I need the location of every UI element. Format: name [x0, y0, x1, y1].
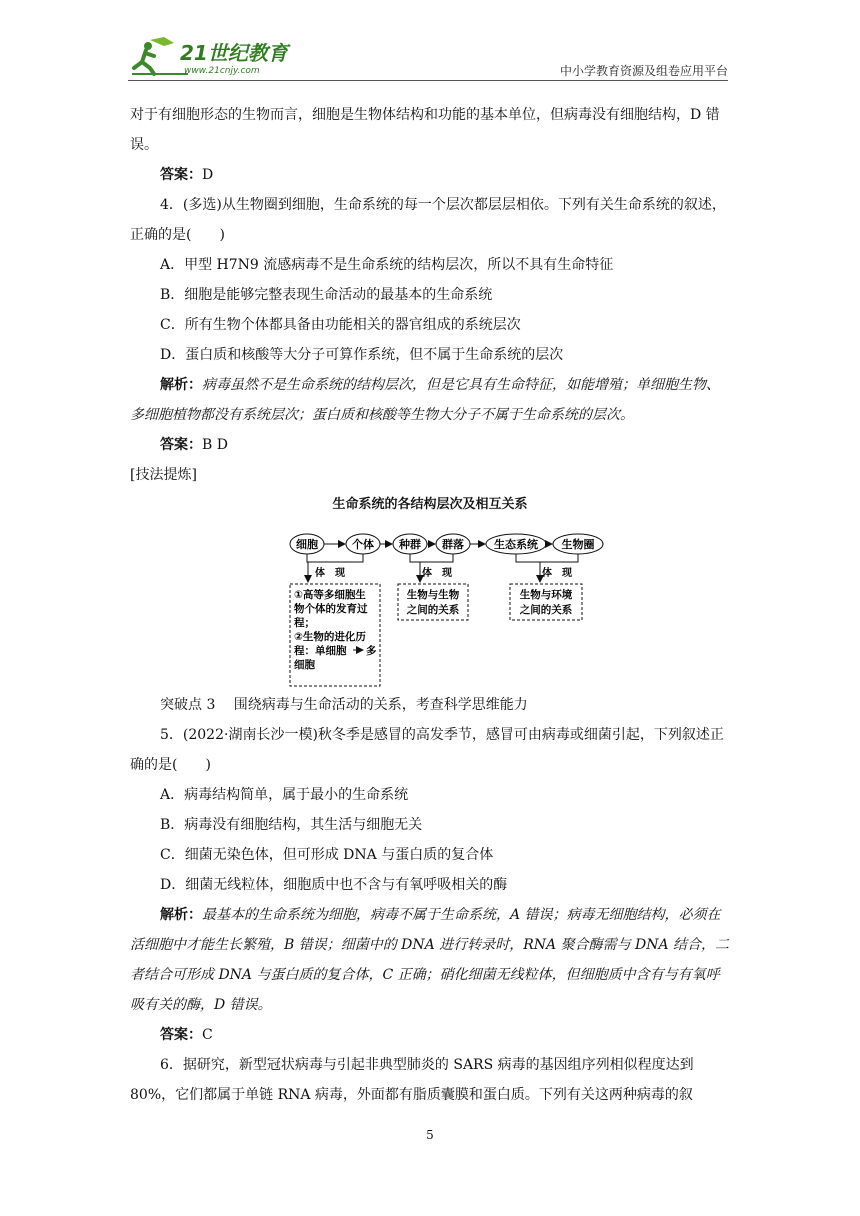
q5-analysis	[130, 900, 730, 1020]
answer-value: C	[202, 1027, 213, 1043]
node-cell	[290, 534, 324, 554]
svg-text:②生物的进化历: ②生物的进化历	[294, 631, 366, 643]
logo-url: www.21cnjy.com	[184, 66, 260, 76]
q5-option-d: D．细菌无线粒体，细胞质中也不含与有氧呼吸相关的酶	[160, 877, 508, 893]
svg-text:细胞: 细胞	[294, 659, 315, 671]
svg-text:群落: 群落	[442, 538, 464, 551]
svg-text:多: 多	[366, 645, 377, 657]
node-community	[436, 534, 470, 554]
embody-label-3: 体 现	[542, 568, 572, 579]
explanation-box-2	[398, 584, 468, 620]
paragraph-continued: 对于有细胞形态的生物而言，细胞是生物体结构和功能的基本单位，但病毒没有细胞结构，D 错误。	[130, 107, 720, 153]
embody-label-1: 体 现	[315, 568, 345, 579]
answer-value: D	[202, 167, 214, 183]
skills-heading: [技法提炼]	[130, 467, 197, 483]
diagram-title: 生命系统的各结构层次及相互关系	[332, 497, 528, 512]
q4-analysis	[130, 370, 730, 430]
svg-text:之间的关系: 之间的关系	[406, 604, 460, 616]
answer-value: B D	[202, 437, 228, 453]
platform-name: 中小学教育资源及组卷应用平台	[559, 64, 728, 78]
svg-text:生物圈: 生物圈	[561, 538, 595, 551]
answer-label: 答案：	[160, 1027, 202, 1043]
analysis-text: 病毒虽然不是生命系统的结构层次，但是它具有生命特征，如能增殖；单细胞生物、多细胞植物都没有系统层次；蛋白质和核酸等生物大分子不属于生命系统的层次。	[130, 377, 720, 423]
explanation-box-1	[290, 584, 380, 686]
question-6: 6．据研究，新型冠状病毒与引起非典型肺炎的 SARS 病毒的基因组序列相似程度达到 80%，它们都属于单链 RNA 病毒，外面都有脂质囊膜和蛋白质。下列有关这两种病毒的叙	[130, 1057, 694, 1103]
answer-3	[130, 160, 730, 190]
page-content	[130, 100, 730, 1110]
analysis-text: 最基本的生命系统为细胞，病毒不属于生命系统，A 错误；病毒无细胞结构，必须在活细胞中才能生长繁殖，B 错误；细菌中的 DNA 进行转录时，RNA 聚合酶需与 DNA 结合，二者结合可形成 DNA 与蛋白质的复合体，C 正确；硝化细菌无线粒体，但细胞质中含有与有氧呼吸有关的酶，D 错误。	[130, 907, 730, 1013]
embody-label-2: 体 现	[422, 568, 452, 579]
svg-text:①高等多细胞生: ①高等多细胞生	[294, 589, 366, 601]
logo-text: 21世纪教育	[180, 41, 288, 65]
life-system-diagram	[130, 490, 730, 690]
answer-label: 答案：	[160, 437, 202, 453]
logo	[128, 34, 308, 78]
svg-text:程；: 程；	[294, 617, 315, 629]
q5-option-c: C．细菌无染色体，但可形成 DNA 与蛋白质的复合体	[160, 847, 494, 863]
svg-text:生物与生物: 生物与生物	[406, 589, 460, 601]
q4-option-c: C．所有生物个体都具备由功能相关的器官组成的系统层次	[160, 317, 521, 333]
q4-option-a: A．甲型 H7N9 流感病毒不是生命系统的结构层次，所以不具有生命特征	[160, 257, 614, 273]
q4-option-d: D．蛋白质和核酸等大分子可算作系统，但不属于生命系统的层次	[160, 347, 564, 363]
node-population	[393, 534, 427, 554]
svg-text:物个体的发育过: 物个体的发育过	[294, 603, 368, 615]
node-biosphere	[553, 534, 603, 554]
explanation-box-3	[510, 584, 582, 620]
svg-text:之间的关系: 之间的关系	[519, 604, 573, 616]
svg-text:种群: 种群	[399, 538, 421, 551]
node-individual	[346, 534, 380, 554]
question-5: 5．(2022·湖南长沙一模)秋冬季是感冒的高发季节，感冒可由病毒或细菌引起，下列叙述正确的是( )	[130, 727, 724, 773]
analysis-label: 解析：	[160, 377, 202, 393]
answer-5	[130, 1020, 730, 1050]
header-divider	[128, 80, 728, 81]
answer-4	[130, 430, 730, 460]
node-ecosystem	[486, 534, 546, 554]
svg-text:生态系统: 生态系统	[494, 538, 538, 551]
q5-option-a: A．病毒结构简单，属于最小的生命系统	[160, 787, 409, 803]
page-number: 5	[426, 1128, 434, 1142]
question-4: 4．(多选)从生物圈到细胞，生命系统的每一个层次都层层相依。下列有关生命系统的叙述，正确的是( )	[130, 197, 726, 243]
page-header	[128, 34, 728, 82]
q5-option-b: B．病毒没有细胞结构，其生活与细胞无关	[160, 817, 423, 833]
svg-text:生物与环境: 生物与环境	[519, 589, 573, 601]
answer-label: 答案：	[160, 167, 202, 183]
svg-text:细胞: 细胞	[296, 538, 318, 551]
svg-text:程：单细胞: 程：单细胞	[294, 645, 347, 657]
analysis-label: 解析：	[160, 907, 202, 923]
q4-option-b: B．细胞是能够完整表现生命活动的最基本的生命系统	[160, 287, 493, 303]
svg-text:个体: 个体	[352, 538, 374, 551]
breakpoint-heading: 突破点 3 围绕病毒与生命活动的关系，考查科学思维能力	[160, 697, 528, 713]
